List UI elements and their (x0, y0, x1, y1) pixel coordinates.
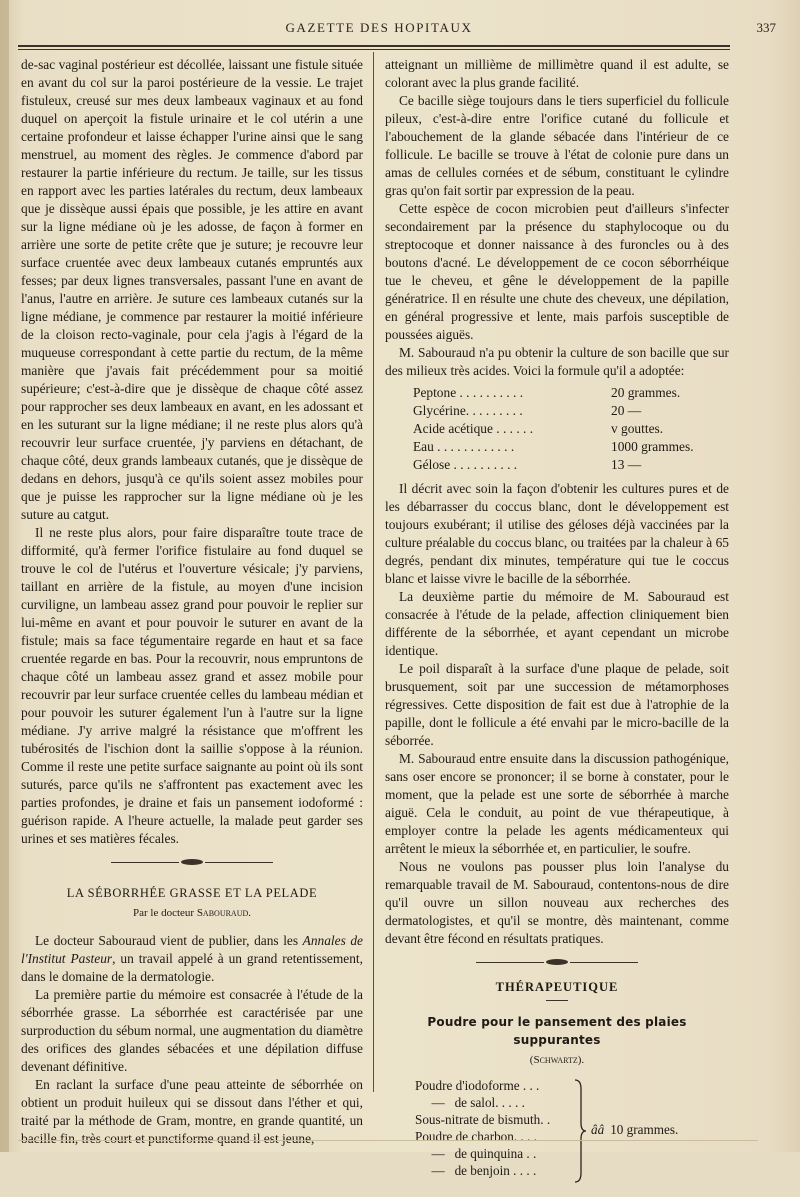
title-underline (546, 1000, 568, 1001)
article-paragraph: Il ne reste plus alors, pour faire disparaître toute trace de difformité, qu'à fermer l'orifice fistulaire au fond duquel se trouve le col de l'utérus et l'ouverture vésicale; j'y parviens, taillant en arrière de la fistule, au moyen d'une incision curviligne, un lambeau assez grand pour pouvoir le replier sur lui-même en avant et pour pouvoir le suturer en avant de la fistule; mais sa face tégumentaire regarde en haut et sa face cruentée regarde en bas. Pour la recouvrir, nous empruntons de chaque côté un lambeau assez grand et assez mobile pour recouvrir par leur surface cruentée celles du lambeau médian et pour pouvoir les suturer également l'un à l'autre sur la ligne médiane. J'y arrive malgré la résistance que m'offrent les tubérosités de l'ischion dont la saillie s'oppose à la réunion. Comme il reste une petite surface saignante au point où ils sont suturés, parce qu'ils ne s'affrontent pas exactement avec les parties profondes, je draine et fais un pansement iodoformé : guérison rapide. A l'heure actuelle, la malade peut garder ses urines et ses matières fécales. (21, 525, 363, 846)
header-double-rule (18, 45, 730, 50)
right-column (385, 56, 729, 1197)
article-paragraph: Le poil disparaît à la surface d'une plaque de pelade, soit brusquement, soit par une succession de métamorphoses régressives. Cette disposition de fait est due à l'atrophie de la papille, dont le follicule a été envahi par le micro-bacille de la séborrée. (385, 661, 729, 748)
article-paragraph: Ce bacille siège toujours dans le tiers superficiel du follicule pileux, c'est-à-dire entre l'orifice cutané du follicule et l'abouchement de la glande sébacée dans l'intérieur de ce follicule. Le bacille se trouve à l'état de colonie pure dans un amas de cellules cornées et de sébum, constituant le cylindre gras qu'on fait sortir par expression de la peau. (385, 93, 729, 198)
section-title: LA SÉBORRHÉE GRASSE ET LA PELADE (66, 886, 318, 900)
section-paragraph: En raclant la surface d'une peau atteinte de séborrhée on obtient un produit huileux qui se dissout dans l'éther et qui, traité par la méthode de Gram, montre, en grande quantité, un bacille fin, très court et punctiforme quand il est jeune, (21, 1077, 363, 1146)
article-paragraph: atteignant un millième de millimètre quand il est adulte, se colorant avec la plus grande facilité. (385, 57, 729, 90)
therapeutique-title: THÉRAPEUTIQUE (495, 980, 619, 994)
formula-ingredient: Glycérine. . . . . . . . . (413, 403, 523, 418)
formula-row (413, 384, 703, 402)
recipe-item: Sous-nitrate de bismuth. . (415, 1112, 551, 1127)
dose-abbreviation: ââ (591, 1122, 605, 1137)
recipe-item: — de quinquina . . (415, 1146, 537, 1161)
formula-row (413, 438, 703, 456)
recipe-item: — de benjoin . . . . (415, 1163, 537, 1178)
article-paragraph: La deuxième partie du mémoire de M. Sabouraud est consacrée à l'étude de la pelade, affection cliniquement bien différente de la séborrhée, et ayant cependant un microbe identique. (385, 589, 729, 658)
text-run: , un travail appelé à un grand retentissement, dans le domaine de la dermatologie. (21, 951, 363, 984)
recipe-item: Poudre d'iodoforme . . . (415, 1078, 540, 1093)
journal-title: GAZETTE DES HOPITAUX (285, 20, 473, 35)
recipe-item: Poudre de charbon. . . . (415, 1129, 537, 1144)
article-paragraph: Cette espèce de cocon microbien peut d'ailleurs s'infecter secondairement par la présence du staphylocoque ou du streptocoque et donner naissance à des furoncles ou à des boutons d'acné. Le développement de ce cocon séborrhéique tue le cheveu, et gêne le développement de la papille génératrice. Il en résulte une chute des cheveux, une dépilation, en général progressive et lente, mais parfois susceptible de poussées aiguës. (385, 201, 729, 342)
formula-row (413, 420, 703, 438)
article-paragraph: M. Sabouraud entre ensuite dans la discussion pathogénique, sans oser encore se prononcer; il se borne à constater, pour le moment, que la pelade est une sorte de séborrhée à marche aiguë. Cela le conduit, au point de vue thérapeutique, à employer contre la pelade les agents médicamenteux qui arrêtent le mieux la séborrhée et, en particulier, le soufre. (385, 751, 729, 856)
author-name: Sabouraud. (196, 907, 252, 919)
author-prefix: Par le docteur (132, 907, 195, 919)
section-author (21, 904, 363, 922)
page-number: 337 (756, 20, 776, 35)
section-paragraph: La première partie du mémoire est consacrée à l'étude de la séborrhée grasse. La séborrhée est caractérisée par une surproduction du sébum normal, une augmentation du diamètre des orifices des glandes sébacées et une dépilation diffuse devenant définitive. (21, 987, 363, 1074)
formula-quantity: 20 — (611, 403, 642, 418)
formula-ingredient: Eau . . . . . . . . . . . . (413, 439, 515, 454)
article-paragraph: M. Sabouraud n'a pu obtenir la culture de son bacille que sur des milieux très acides. Voici la formule qu'il a adoptée: (385, 345, 729, 378)
culture-formula (413, 384, 703, 474)
formula-ingredient: Gélose . . . . . . . . . . (413, 457, 518, 472)
formula-quantity: 13 — (611, 457, 642, 472)
dose-amount: 10 grammes. (610, 1122, 679, 1137)
formula-quantity: v gouttes. (611, 421, 664, 436)
formula-row (413, 456, 703, 474)
formula-quantity: 1000 grammes. (611, 439, 694, 454)
left-column (21, 56, 363, 1148)
section-ornament (385, 958, 729, 966)
journal-name-italic: Annales de l'Institut Pasteur (21, 933, 363, 966)
formula-ingredient: Acide acétique . . . . . . (413, 421, 534, 436)
page-binding-edge (0, 0, 9, 1152)
formula-row (413, 402, 703, 420)
formula-ingredient: Peptone . . . . . . . . . . (413, 385, 524, 400)
recipe-item: — de salol. . . . . (415, 1095, 525, 1110)
formula-quantity: 20 grammes. (611, 385, 681, 400)
column-divider (373, 52, 374, 1092)
article-paragraph: de-sac vaginal postérieur est décollée, laissant une fistule située en avant du col sur la paroi postérieure de la vessie. Le trajet fistuleux, creusé sur mes deux lambeaux vaginaux et au fond duquel on aperçoit la fistule urinaire et le col utérin a une certaine profondeur et laisse échapper l'urine ainsi que le sang menstruel, au moment des règles. Je commence d'abord par restaurer la partie inférieure du rectum. Je taille, sur les tissus en rapport avec les parties latérales du rectum, deux lambeaux que je dissèque aussi épais que possible, je les attire en avant sur la ligne médiane où je les adosse, de façon à former en arrière une sorte de petite crête que je suture; je recouvre leur surface cruentée avec deux lambeaux cutanés empruntés aux fesses; par deux lignes transversales, passant l'une en avant de l'anus, l'autre en arrière. Je suture ces lambeaux cutanés sur la ligne médiane, je commence par restaurer la moitié inférieure de la cloison recto-vaginale, pour cela j'agis à l'égard de la muqueuse correspondant à cette partie du rectum, de la même manière que j'avais fait précédemment pour sa moitié supérieure; c'est-à-dire que je dissèque de chaque côté assez pour rapprocher ses deux lambeaux en avant, en les adossant et en les suturant sur la ligne médiane; il ne reste plus alors qu'à recouvrir leur surface cruentée, j'y parviens en détachant, de chaque côté, deux grands lambeaux cutanés, que je dissèque de dedans en dehors, jusqu'à ce qu'ils soient assez mobiles pour que je puisse les rapprocher sur la ligne médiane où je les suture au catgut. (21, 57, 363, 522)
article-paragraph: Nous ne voulons pas pousser plus loin l'analyse du remarquable travail de M. Sabouraud, contentons-nous de dire qu'il ouvre un sillon nouveau aux recherches des dermatologistes, et qu'il se montre, dès maintenant, comme devant être fécond en résultats pratiques. (385, 859, 729, 946)
text-run: Le docteur Sabouraud vient de publier, dans les (35, 933, 303, 948)
article-paragraph: Il décrit avec soin la façon d'obtenir les cultures pures et de les débarrasser du coccus blanc, dont le développement est toujours exubérant; il utilise des géloses déjà vaccinées par la culture préalable du coccus blanc, ou traitées par la chaleur à 65 degrés, pendant dix minutes, température qui tue le coccus blanc et laisse vivre le bacille de la séborrhée. (385, 481, 729, 586)
recipe-ingredients (415, 1077, 575, 1179)
recipe-author: (Schwartz). (529, 1054, 585, 1066)
recipe-dose (591, 1121, 678, 1139)
powder-recipe (415, 1077, 729, 1197)
recipe-title: Poudre pour le pansement des plaies suppurantes (427, 1015, 687, 1047)
section-ornament (21, 858, 363, 866)
curly-brace-icon (573, 1079, 587, 1183)
section-paragraph (21, 932, 363, 986)
page-header (18, 14, 776, 44)
page-bottom-edge (18, 1140, 758, 1141)
